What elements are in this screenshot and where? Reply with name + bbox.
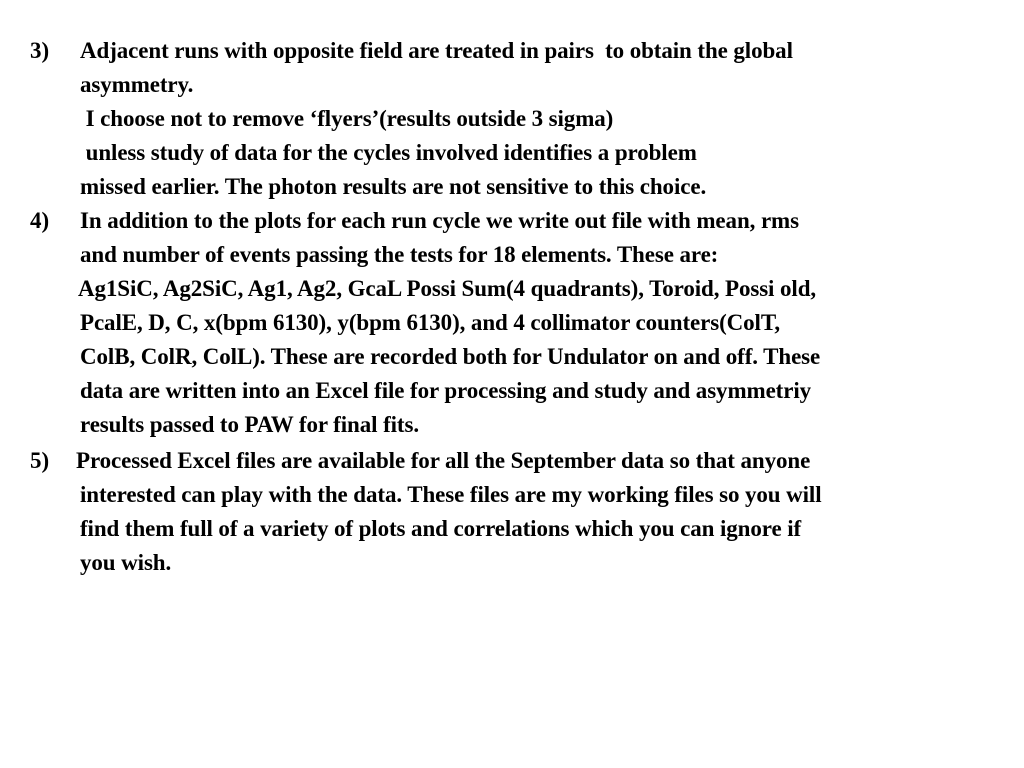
item-text-line: unless study of data for the cycles involved identifies a problem [80, 140, 697, 165]
item-text-line: Ag1SiC, Ag2SiC, Ag1, Ag2, GcaL Possi Sum(4 quadrants), Toroid, Possi old, [78, 276, 817, 301]
item-text-line: interested can play with the data. These files are my working files so you will [80, 482, 822, 507]
item-number: 4) [30, 208, 50, 233]
item-number: 5) [30, 448, 50, 473]
item-number: 3) [30, 38, 50, 63]
item-text-line: data are written into an Excel file for processing and study and asymmetriy [80, 378, 812, 403]
item-text-line: missed earlier. The photon results are not sensitive to this choice. [80, 174, 707, 199]
item-text-line: ColB, ColR, ColL). These are recorded both for Undulator on and off. These [80, 344, 821, 369]
item-text-line: find them full of a variety of plots and correlations which you can ignore if [80, 516, 802, 541]
item-text-line: results passed to PAW for final fits. [80, 412, 419, 437]
item-text-line: you wish. [80, 550, 172, 575]
item-text-line: Adjacent runs with opposite field are treated in pairs to obtain the global [80, 38, 793, 63]
item-text-line: and number of events passing the tests for 18 elements. These are: [80, 242, 719, 267]
item-text-line: I choose not to remove ‘flyers’(results outside 3 sigma) [80, 106, 614, 131]
item-text-line: In addition to the plots for each run cycle we write out file with mean, rms [80, 208, 799, 233]
item-text-line: asymmetry. [80, 72, 194, 97]
item-text-line: Processed Excel files are available for all the September data so that anyone [76, 448, 811, 473]
item-text-line: PcalE, D, C, x(bpm 6130), y(bpm 6130), and 4 collimator counters(ColT, [80, 310, 781, 335]
